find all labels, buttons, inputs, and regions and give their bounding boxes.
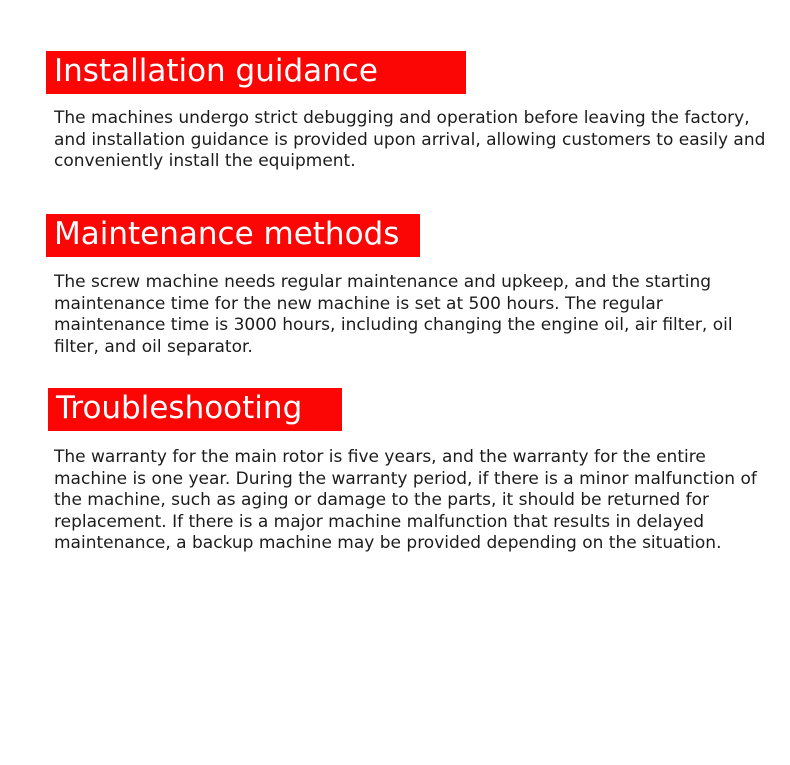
maintenance-methods-text: The screw machine needs regular maintenance and upkeep, and the starting maintenance time for the new machine is set at 500 hours. The regular maintenance time is 3000 hours, including changing the engine oil, air filter, oil filter, and oil separator.	[54, 272, 733, 357]
installation-guidance-text: The machines undergo strict debugging and operation before leaving the factory, and installation guidance is provided upon arrival, allowing customers to easily and conveniently install the equipment.	[54, 108, 766, 172]
installation-guidance-heading: Installation guidance	[46, 51, 466, 94]
maintenance-methods-heading: Maintenance methods	[46, 214, 420, 257]
troubleshooting-text: The warranty for the main rotor is five years, and the warranty for the entire machine is one year. During the warranty period, if there is a minor malfunction of the machine, such as aging or damage to the parts, it should be returned for replacement. If there is a major machine malfunction that results in delayed maintenance, a backup machine may be provided depending on the situation.	[54, 447, 757, 554]
troubleshooting-heading: Troubleshooting	[48, 388, 342, 431]
